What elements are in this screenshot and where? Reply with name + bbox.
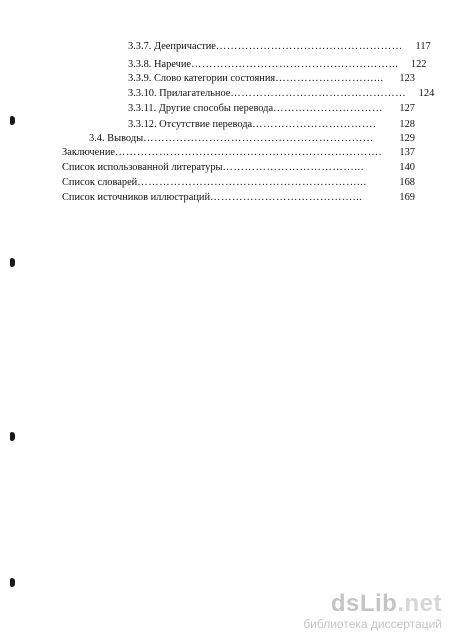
toc-leader-dots: …………………………………... — [210, 192, 363, 203]
toc-entry-title: 3.3.7. Деепричастие — [128, 41, 216, 52]
binding-hole-mark — [10, 578, 15, 587]
toc-leader-dots: ………………………... — [275, 73, 384, 84]
toc-entry-page: 122 — [410, 59, 427, 70]
toc-leader-dots: ……………………………………………………... — [137, 177, 367, 188]
toc-entry-title: 3.3.12. Отсутствие перевода — [128, 119, 253, 130]
toc-entry-page: 128 — [399, 119, 415, 130]
toc-entry-title: Список использованной литературы — [62, 162, 223, 173]
toc-entry — [128, 39, 431, 54]
toc-entry — [62, 160, 415, 175]
toc-entry — [62, 175, 415, 190]
binding-hole-mark — [10, 258, 15, 267]
binding-hole-mark — [10, 432, 15, 441]
toc-leader-dots: …………………………………………… — [215, 41, 403, 52]
toc-entry — [128, 101, 415, 116]
toc-leader-dots: ………………………………………………………………. — [115, 147, 382, 158]
toc-entry-title: 3.4. Выводы — [89, 133, 144, 144]
toc-entry-title: Список источников иллюстраций — [62, 192, 211, 203]
toc-entry-page: 137 — [399, 147, 415, 158]
toc-entry-page: 169 — [399, 192, 415, 203]
toc-entry-title: 3.3.8. Наречие — [128, 59, 192, 70]
toc-leader-dots: ……………………………. — [252, 119, 377, 130]
toc-entry-page: 117 — [415, 41, 431, 52]
toc-entry — [128, 86, 435, 101]
toc-entry — [128, 71, 415, 86]
toc-entry-page: 140 — [399, 162, 415, 173]
watermark-logo-part2: .net — [397, 590, 442, 617]
toc-entry-page: 123 — [399, 73, 415, 84]
toc-entry-title: Список словарей — [62, 177, 138, 188]
toc-entry-page: 124 — [418, 88, 435, 99]
toc-entry-title: 3.3.11. Другие способы перевода — [128, 103, 274, 114]
toc-entry-title: Заключение — [62, 147, 115, 158]
toc-entry-title: 3.3.9. Слово категории состояния — [128, 73, 276, 84]
watermark-subtitle: библиотека диссертаций — [303, 617, 442, 631]
toc-entry — [62, 145, 415, 160]
toc-leader-dots: ………………………… — [273, 103, 383, 114]
site-watermark — [242, 590, 442, 632]
toc-entry — [62, 190, 415, 205]
toc-entry-page: 168 — [399, 177, 415, 188]
watermark-logo — [331, 590, 442, 618]
toc-leader-dots: ………………………………………… — [230, 88, 407, 99]
toc-entry-page: 129 — [399, 133, 415, 144]
watermark-logo-part1: dsLib — [330, 590, 398, 617]
toc-leader-dots: ………………………………………………... — [191, 59, 399, 70]
toc-leader-dots: ……………………………………………………… — [143, 133, 374, 144]
toc-entry-title: 3.3.10. Прилагательное — [128, 88, 231, 99]
toc-entry-page: 127 — [399, 103, 415, 114]
binding-hole-mark — [10, 116, 15, 125]
toc-leader-dots: ………………………………... — [222, 162, 365, 173]
toc-entry — [128, 57, 427, 72]
toc-entry — [128, 117, 415, 132]
toc-entry — [89, 131, 415, 146]
